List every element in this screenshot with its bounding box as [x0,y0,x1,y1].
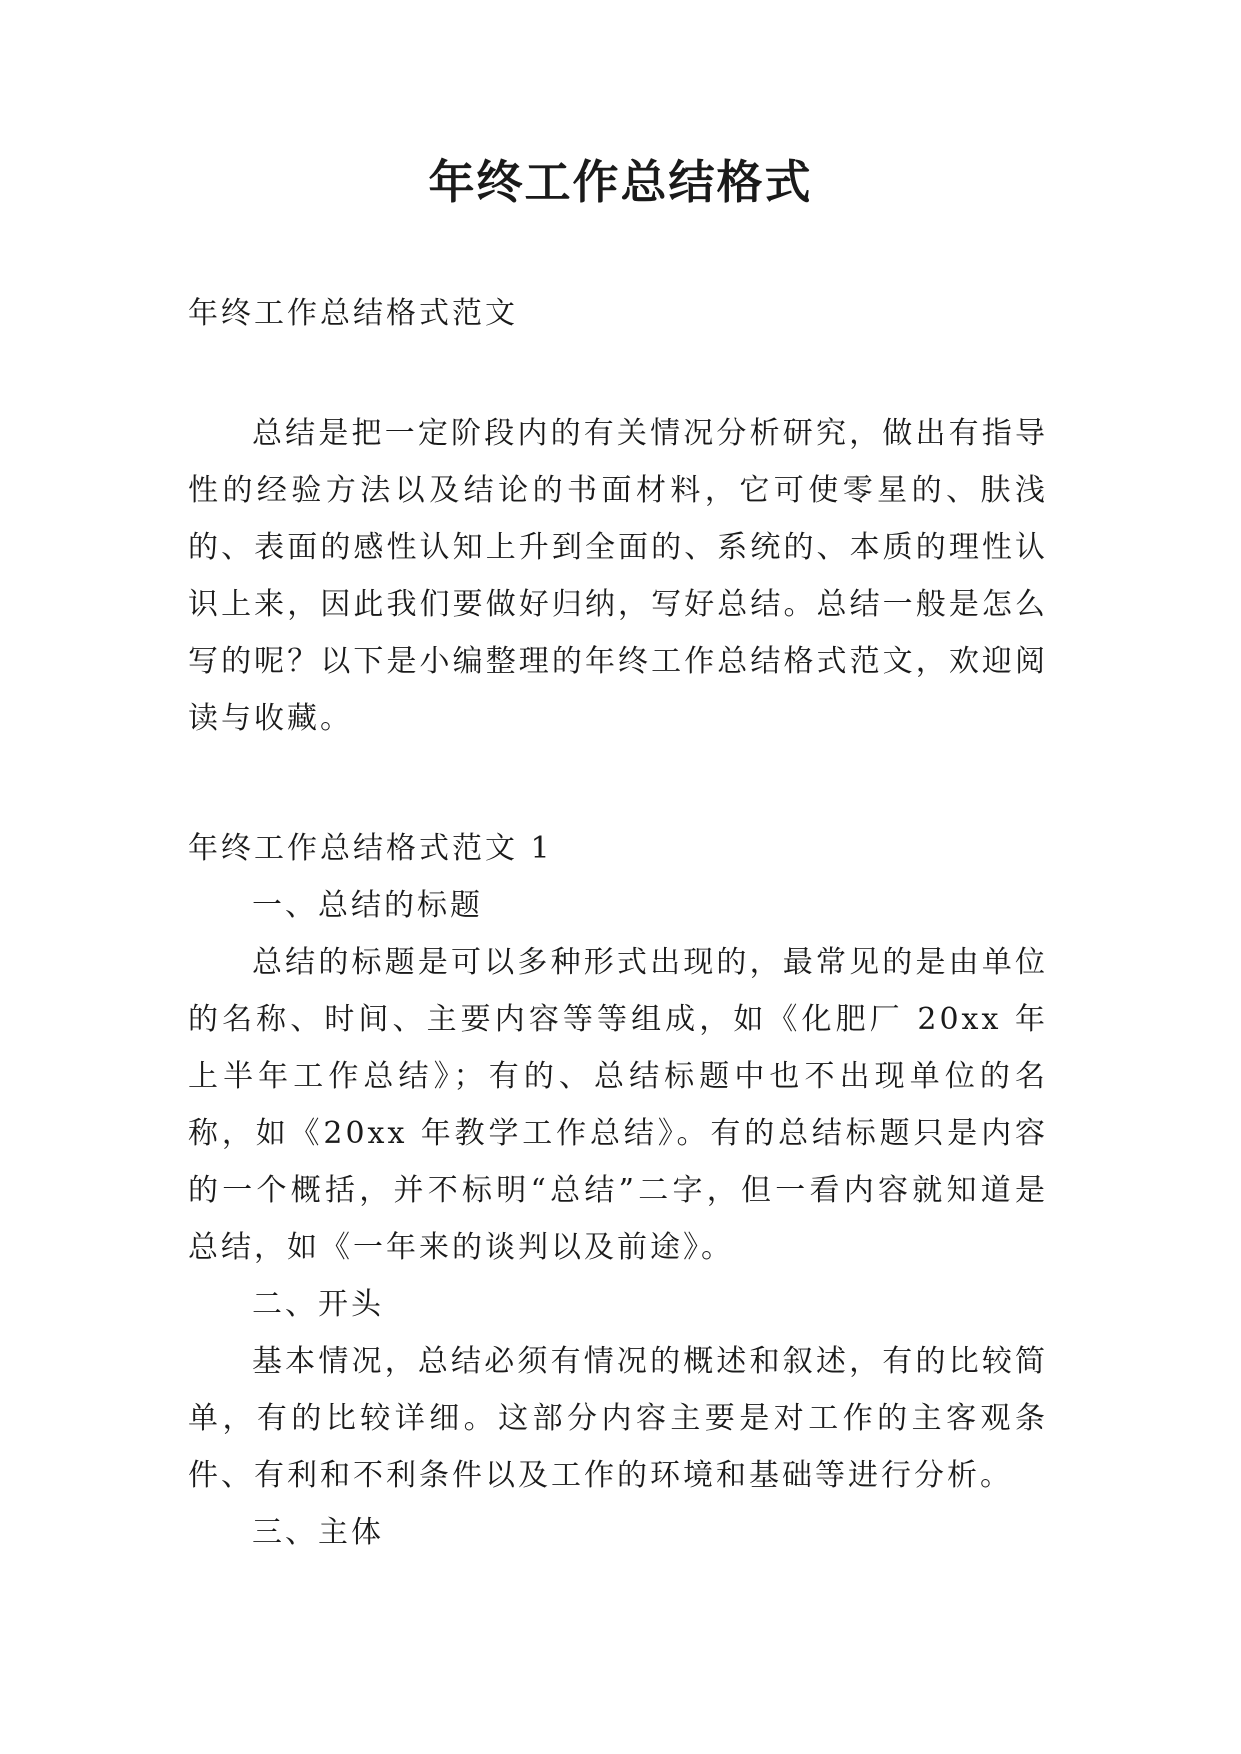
document-title: 年终工作总结格式 [428,155,813,209]
intro-paragraph: 总结是把一定阶段内的有关情况分析研究，做出有指导性的经验方法以及结论的书面材料，它可使零星的、肤浅的、表面的感性认知上升到全面的、系统的、本质的理性认识上来，因此我们要做好归纳，写好总结。总结一般是怎么写的呢？以下是小编整理的年终工作总结格式范文，欢迎阅读与收藏。 [188,416,1048,736]
section-1 [188,820,1048,1561]
part-1-body: 总结的标题是可以多种形式出现的，最常见的是由单位的名称、时间、主要内容等等组成，如《化肥厂 20xx 年上半年工作总结》；有的、总结标题中也不出现单位的名称，如《20xx 年教学工作总结》。有的总结标题只是内容的一个概括，并不标明“总结”二字，但一看内容就知道是总结，如《一年来的谈判以及前途》。 [188,945,1048,1265]
part-3-heading: 三、主体 [252,1515,384,1550]
part-2-heading: 二、开头 [252,1287,384,1322]
part-1-heading: 一、总结的标题 [252,888,483,923]
document-subtitle: 年终工作总结格式范文 [188,296,518,331]
section-heading: 年终工作总结格式范文 1 [188,831,553,866]
part-2-body: 基本情况，总结必须有情况的概述和叙述，有的比较简单，有的比较详细。这部分内容主要是对工作的主客观条件、有利和不利条件以及工作的环境和基础等进行分析。 [188,1344,1048,1493]
